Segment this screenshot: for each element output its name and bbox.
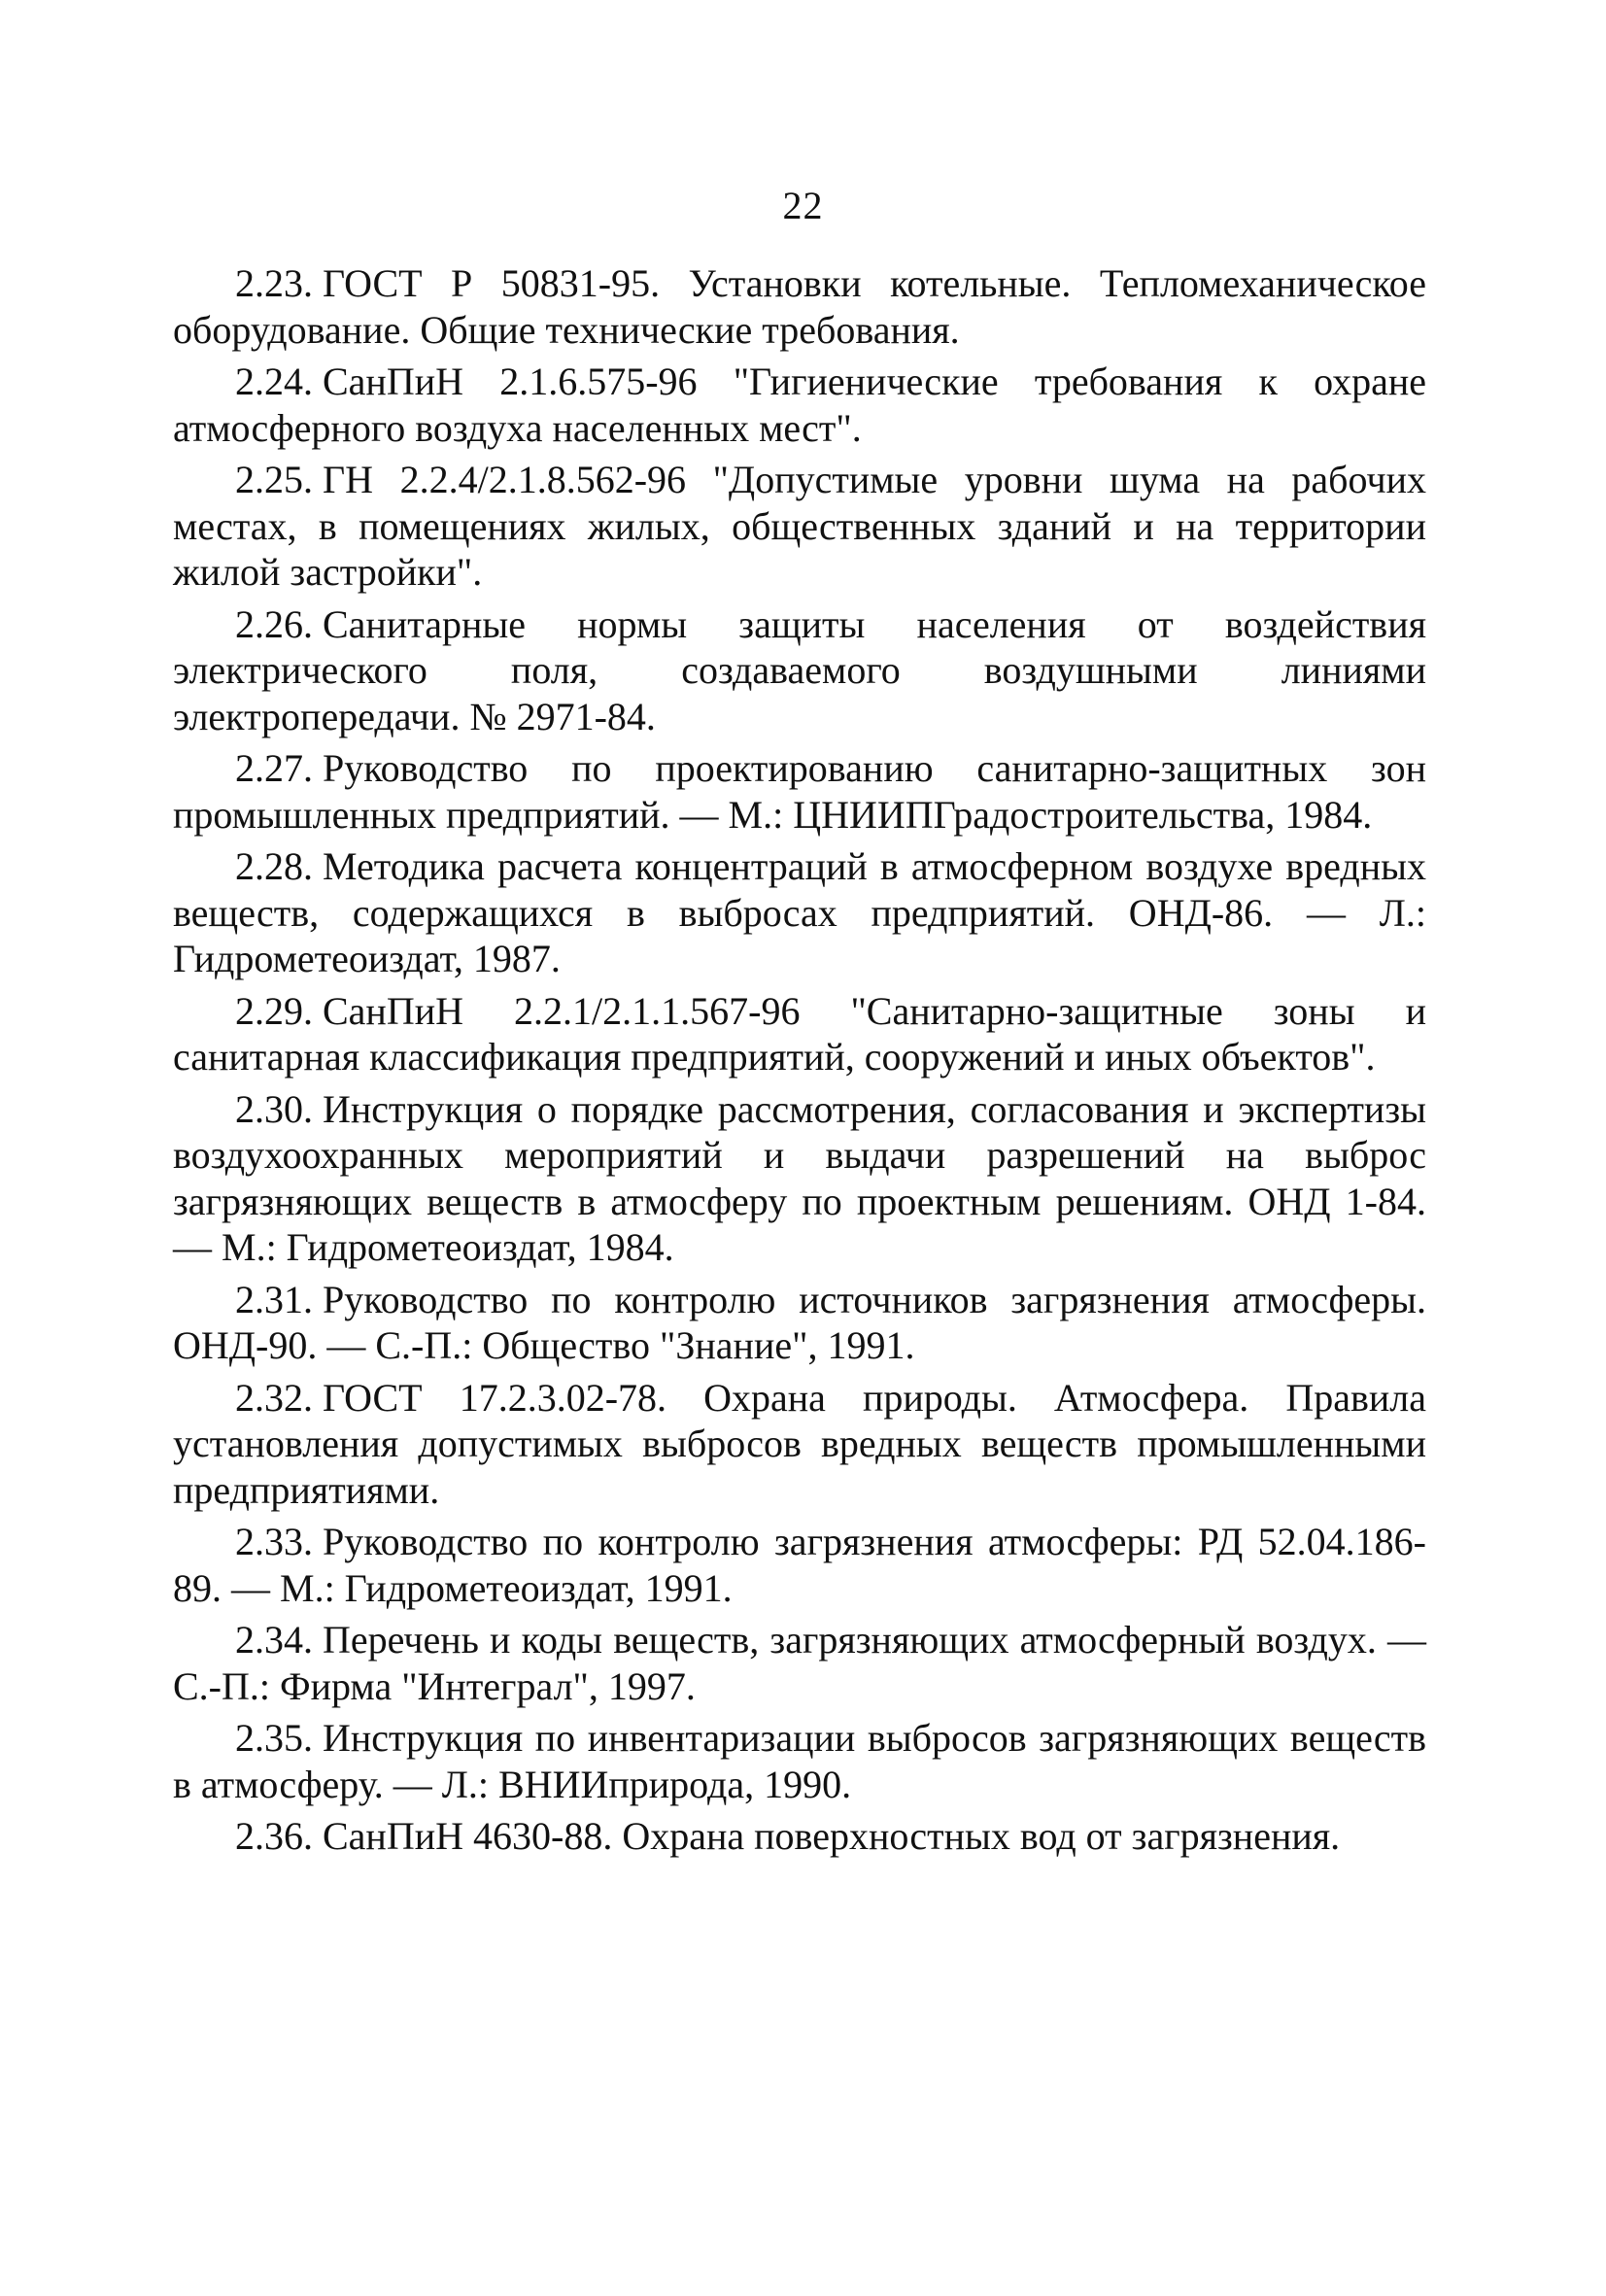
reference-item [173,843,1426,982]
reference-number: 2.30. [235,1086,313,1131]
reference-item [173,457,1426,596]
reference-text: ГОСТ Р 50831-95. Установки котельные. Тепломеханическое оборудование. Общие технические требования. [173,261,1426,352]
reference-text: СанПиН 2.1.6.575-96 "Гигиенические требования к охране атмосферного воздуха населенных мест". [173,360,1426,450]
reference-text: СанПиН 4630-88. Охрана поверхностных вод от загрязнения. [323,1814,1341,1858]
reference-text: ГН 2.2.4/2.1.8.562-96 "Допустимые уровни шума на рабочих местах, в помещениях жилых, общественных зданий и на территории жилой застройки". [173,458,1426,594]
reference-text: ГОСТ 17.2.3.02-78. Охрана природы. Атмосфера. Правила установления допустимых выбросов вредных веществ промышленными предприятиями. [173,1375,1426,1512]
reference-item [173,1277,1426,1369]
reference-number: 2.32. [235,1375,313,1420]
reference-number: 2.25. [235,458,313,501]
reference-number: 2.29. [235,988,313,1033]
reference-number: 2.23. [235,261,313,305]
reference-text: Инструкция о порядке рассмотрения, согласования и экспертизы воздухоохранных мероприятий и выдачи разрешений на выброс загрязняющих веществ в атмосферу по проектным решениям. ОНД 1-84. — М.: Гидрометеоиздат, 1984. [173,1086,1426,1269]
reference-text: Руководство по контролю источников загрязнения атмосферы. ОНД-90. — С.-П.: Общество "Знание", 1991. [173,1277,1426,1367]
reference-number: 2.34. [235,1618,313,1662]
reference-text: Руководство по проектированию санитарно-защитных зон промышленных предприятий. — М.: ЦНИИПГрадостроительства, 1984. [173,746,1426,837]
reference-item [173,1617,1426,1709]
reference-item [173,1519,1426,1611]
reference-item [173,1375,1426,1514]
reference-text: Инструкция по инвентаризации выбросов загрязняющих веществ в атмосферу. — Л.: ВНИИприрода, 1990. [173,1716,1426,1806]
reference-text: Перечень и коды веществ, загрязняющих атмосферный воздух. — С.-П.: Фирма "Интеграл", 1997. [173,1618,1426,1708]
reference-number: 2.24. [235,360,313,403]
reference-number: 2.35. [235,1716,313,1760]
reference-number: 2.31. [235,1277,313,1321]
reference-number: 2.33. [235,1520,313,1563]
reference-item [173,260,1426,353]
reference-item [173,988,1426,1080]
reference-number: 2.26. [235,601,313,646]
reference-text: Санитарные нормы защиты населения от воздействия электрического поля, создаваемого воздушными линиями электропередачи. № 2971-84. [173,601,1426,738]
reference-item [173,1086,1426,1271]
reference-item [173,359,1426,451]
reference-text: Методика расчета концентраций в атмосферном воздухе вредных веществ, содержащихся в выбросах предприятий. ОНД-86. — Л.: Гидрометеоиздат, 1987. [173,844,1426,980]
reference-item [173,601,1426,740]
references-list [173,260,1426,1866]
page-number: 22 [782,184,824,227]
reference-number: 2.28. [235,844,313,888]
reference-text: СанПиН 2.2.1/2.1.1.567-96 "Санитарно-защитные зоны и санитарная классификация предприятий, сооружений и иных объектов". [173,988,1426,1079]
reference-text: Руководство по контролю загрязнения атмосферы: РД 52.04.186-89. — М.: Гидрометеоиздат, 1991. [173,1520,1426,1610]
reference-number: 2.36. [235,1814,313,1858]
reference-item [173,1813,1426,1860]
reference-item [173,1715,1426,1807]
reference-item [173,745,1426,838]
reference-number: 2.27. [235,746,313,790]
